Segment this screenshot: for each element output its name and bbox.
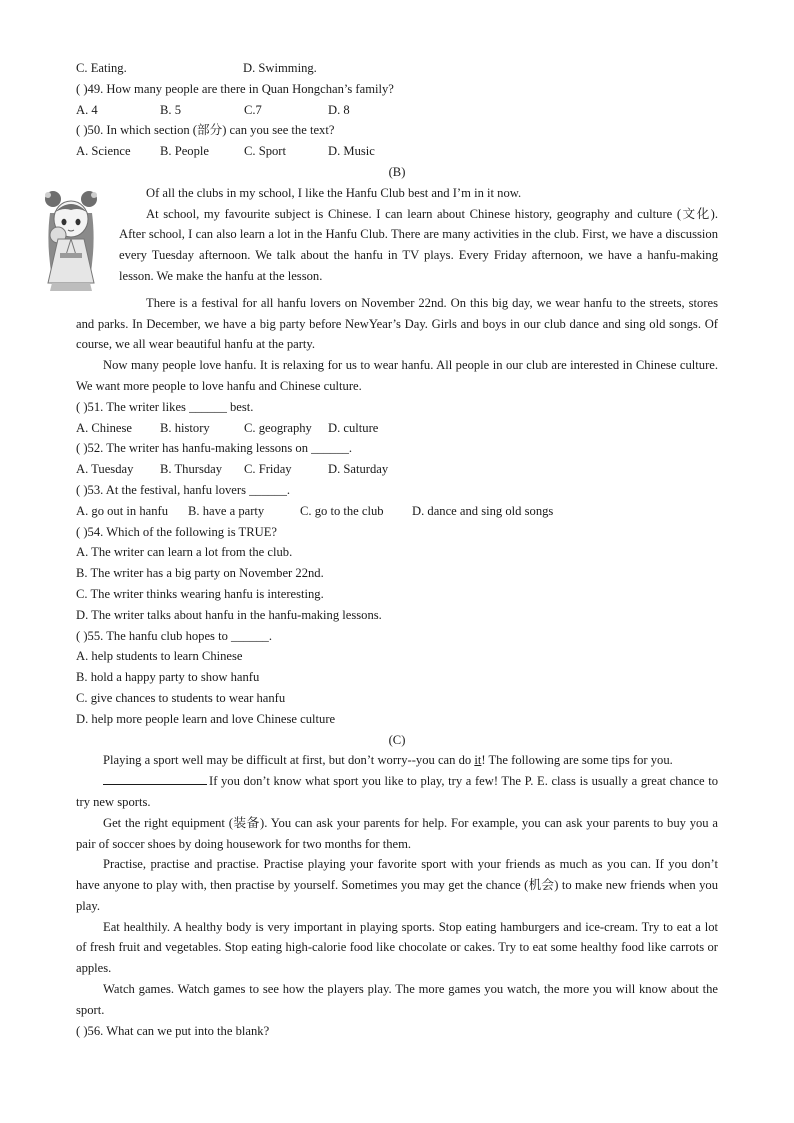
- section-b-heading: (B): [388, 164, 406, 179]
- option-b: B. People: [160, 144, 209, 159]
- option-d: D. culture: [328, 420, 379, 435]
- passage-b-paragraph-3: There is a festival for all hanfu lovers on November 22nd. On this big day, we wear hanfu to the streets, stores and parks. In December, we have a big party before NewYear’s Day. Girls and boys in our club dance and sing old songs. Of course, we all wear beautiful hanfu at the party.: [76, 295, 718, 352]
- passage-c-paragraph-3: Get the right equipment (装备). You can ask your parents for help. For example, you can ask your parents to buy you a pair of soccer shoes by doing housework for two months for them.: [76, 815, 718, 851]
- answer-blank[interactable]: [103, 771, 207, 785]
- worksheet-page: [76, 58, 718, 1041]
- q52-stem: ( )52. The writer has hanfu-making lessons on ______.: [76, 441, 353, 456]
- option-c: C. go to the club: [300, 503, 384, 518]
- q55-option-c: C. give chances to students to wear hanfu: [76, 690, 286, 705]
- p1-text-after: ! The following are some tips for you.: [481, 753, 673, 768]
- q55-option-b: B. hold a happy party to show hanfu: [76, 670, 260, 685]
- q54-stem: ( )54. Which of the following is TRUE?: [76, 524, 278, 539]
- q51-options: [76, 418, 718, 439]
- passage-c-paragraph-2: [76, 771, 718, 813]
- option-a: A. Tuesday: [76, 462, 134, 477]
- q56-stem: ( )56. What can we put into the blank?: [76, 1023, 270, 1038]
- section-c-heading: (C): [388, 732, 406, 747]
- passage-b-paragraph-4: Now many people love hanfu. It is relaxing for us to wear hanfu. All people in our club are interested in Chinese culture. We want more people to love hanfu and Chinese culture.: [76, 358, 718, 393]
- passage-c-paragraph-6: Watch games. Watch games to see how the players play. The more games you watch, the more you will know about the sport.: [76, 982, 718, 1017]
- option-d: D. Music: [328, 144, 375, 159]
- option-c: C. Eating.: [76, 61, 127, 75]
- option-a: A. Science: [76, 144, 131, 159]
- option-c: C.7: [244, 102, 262, 117]
- option-b: B. history: [160, 420, 210, 435]
- q54-option-a: A. The writer can learn a lot from the club.: [76, 545, 293, 560]
- passage-c-paragraph-4: Practise, practise and practise. Practise playing your favorite sport with your friends as much as you can. If you don’t have anyone to play with, then practise by yourself. Sometimes you may get the chance (机会) to make new friends when you play.: [76, 857, 718, 913]
- q50-stem: ( )50. In which section (部分) can you see the text?: [76, 123, 335, 138]
- option-d: D. 8: [328, 102, 350, 117]
- q53-stem: ( )53. At the festival, hanfu lovers ______.: [76, 482, 291, 497]
- option-a: A. Chinese: [76, 420, 132, 435]
- q54-option-b: B. The writer has a big party on November 22nd.: [76, 566, 324, 581]
- q50-options: [76, 141, 718, 162]
- option-d: D. Swimming.: [243, 61, 317, 75]
- q49-stem: ( )49. How many people are there in Quan Hongchan’s family?: [76, 81, 394, 96]
- passage-b-paragraph-2: At school, my favourite subject is Chinese. I can learn about Chinese history, geography and culture (文化). After school, I can also learn a lot in the Hanfu Club. There are many activities in the club. First, we have a discussion every Tuesday afternoon. We talk about the hanfu in TV plays. Every Friday afternoon, we have a hanfu-making lesson. We make the hanfu at the lesson.: [119, 206, 718, 283]
- hanfu-girl-icon: [36, 183, 106, 293]
- option-c: C. Sport: [244, 144, 286, 159]
- q54-option-c: C. The writer thinks wearing hanfu is interesting.: [76, 586, 324, 601]
- option-c: C. geography: [244, 420, 312, 435]
- q55-option-d: D. help more people learn and love Chinese culture: [76, 711, 336, 726]
- option-b: B. 5: [160, 102, 181, 117]
- passage-b-paragraph-1: Of all the clubs in my school, I like the Hanfu Club best and I’m in it now.: [146, 185, 522, 200]
- q55-option-a: A. help students to learn Chinese: [76, 649, 243, 664]
- option-b: B. Thursday: [160, 462, 223, 477]
- option-b: B. have a party: [188, 503, 265, 518]
- p2-text: If you don’t know what sport you like to play, try a few! The P. E. class is usually a great chance to try new sports.: [76, 774, 718, 809]
- p1-text-before: Playing a sport well may be difficult at first, but don’t worry--you can do: [103, 753, 475, 768]
- option-d: D. dance and sing old songs: [412, 503, 554, 518]
- q49-options: [76, 100, 718, 121]
- passage-c-paragraph-1: [76, 750, 718, 771]
- q52-options: [76, 459, 718, 480]
- hanfu-girl-illustration: [36, 183, 106, 293]
- option-a: A. go out in hanfu: [76, 503, 168, 518]
- passage-c-paragraph-5: Eat healthily. A healthy body is very important in playing sports. Stop eating hamburgers and ice-cream. Try to eat a lot of fresh fruit and vegetables. Stop eating high-calorie food like chocolate or cakes. Try to eat some healthy food like carrots or apples.: [76, 919, 718, 976]
- option-c: C. Friday: [244, 462, 292, 477]
- underlined-it: it: [474, 753, 482, 768]
- q51-stem: ( )51. The writer likes ______ best.: [76, 399, 254, 414]
- option-a: A. 4: [76, 102, 98, 117]
- q48-options: [76, 58, 718, 79]
- q54-option-d: D. The writer talks about hanfu in the hanfu-making lessons.: [76, 607, 382, 622]
- q53-options: [76, 501, 718, 522]
- passage-b-intro: [76, 183, 718, 293]
- q55-stem: ( )55. The hanfu club hopes to ______.: [76, 628, 272, 643]
- option-d: D. Saturday: [328, 462, 389, 477]
